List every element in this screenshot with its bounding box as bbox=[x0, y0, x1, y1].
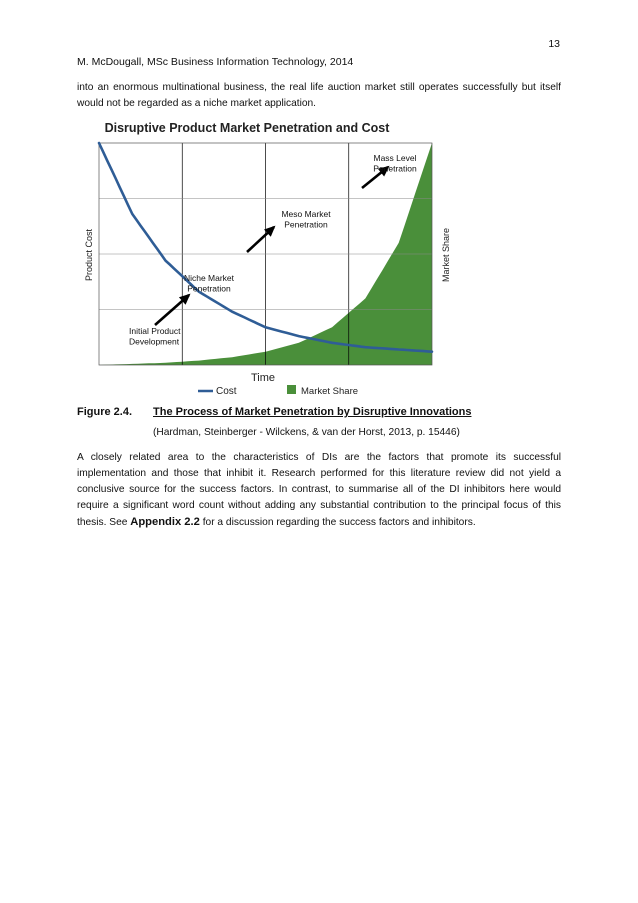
legend-cost-label: Cost bbox=[216, 386, 237, 397]
appendix-reference: Appendix 2.2 bbox=[130, 516, 200, 528]
paragraph-body-text-end: for a discussion regarding the success factors and inhibitors. bbox=[199, 517, 476, 528]
figure-source: (Hardman, Steinberger - Wilckens, & van der Horst, 2013, p. 15446) bbox=[153, 427, 460, 438]
annotation-label-4: Mass Level Penetration bbox=[373, 153, 417, 174]
paragraph-intro: into an enormous multinational business, the real life auction market still operates successfully but itself would not be regarded as a niche market application. bbox=[77, 82, 561, 109]
market-penetration-chart bbox=[77, 115, 467, 405]
chart-legend bbox=[198, 385, 358, 397]
legend-market-share-swatch bbox=[287, 385, 296, 394]
figure-caption bbox=[77, 406, 471, 418]
annotation-label-1: Initial Product Development bbox=[129, 326, 181, 347]
legend-market-share-label: Market Share bbox=[301, 386, 359, 397]
figure-title: The Process of Market Penetration by Disruptive Innovations bbox=[153, 406, 472, 418]
x-axis-label: Time bbox=[250, 372, 276, 384]
running-head: M. McDougall, MSc Business Information Technology, 2014 bbox=[77, 56, 354, 68]
chart-title: Disruptive Product Market Penetration and Cost bbox=[104, 121, 390, 135]
paragraph-body bbox=[77, 450, 561, 531]
y-axis-label-left: Product Cost bbox=[84, 228, 94, 282]
paragraph-body-text: A closely related area to the characteristics of DIs are the factors that promote its successful implementation and those that inhibit it. Research performed for this literature review did not yield a conclusive source for the success factors. In contrast, to summarise all of the DI inhibitors here would require a significant word count without adding any substantial contribution to the principal focus of this thesis. See bbox=[77, 452, 561, 528]
annotation-label-2: Niche Market Penetration bbox=[183, 273, 235, 294]
page-number: 13 bbox=[548, 38, 560, 50]
annotation-label-3: Meso Market Penetration bbox=[281, 209, 331, 230]
y-axis-label-right: Market Share bbox=[441, 227, 451, 283]
figure-number: Figure 2.4. bbox=[77, 406, 133, 418]
